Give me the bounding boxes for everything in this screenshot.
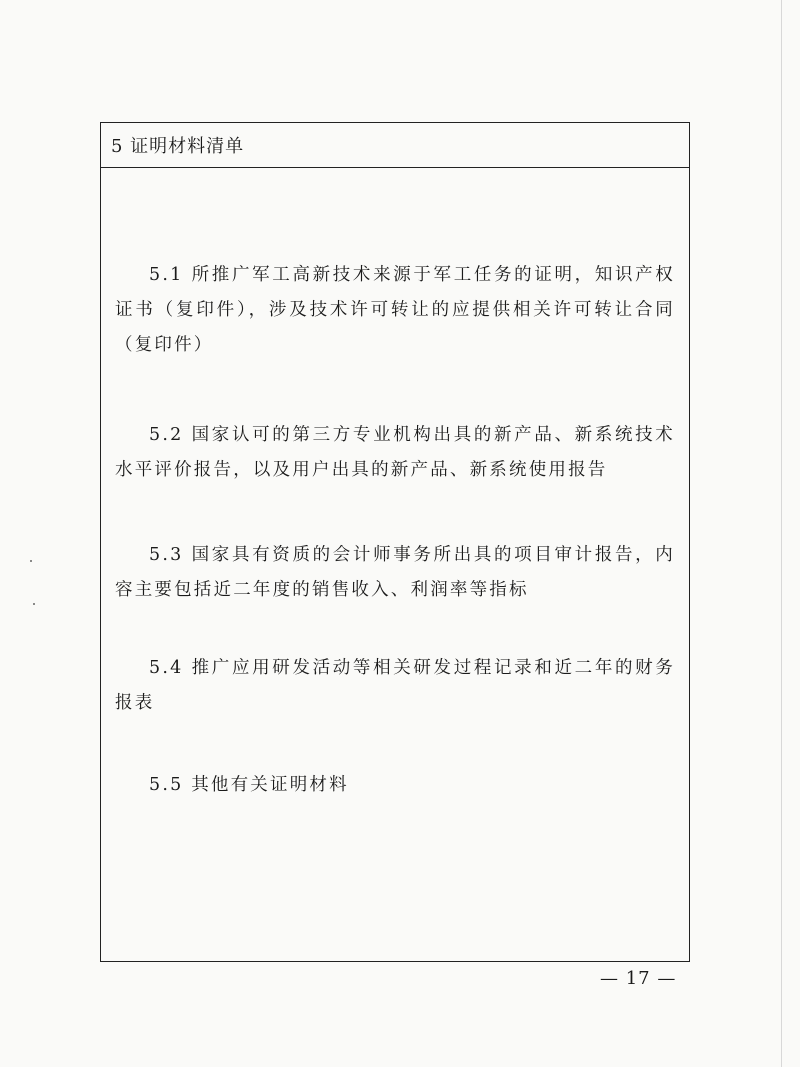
section-title: 5 证明材料清单 [101,123,689,168]
scan-speck [33,603,35,605]
list-item: 5.3 国家具有资质的会计师事务所出具的项目审计报告，内容主要包括近二年度的销售收入、利润率等指标 [115,545,675,600]
page-number: — 17 — [600,968,677,989]
page-edge-shadow [781,0,782,1067]
list-item: 5.1 所推广军工高新技术来源于军工任务的证明，知识产权证书（复印件），涉及技术许可转让的应提供相关许可转让合同（复印件） [115,265,675,355]
list-item: 5.5 其他有关证明材料 [149,775,349,795]
list-item: 5.2 国家认可的第三方专业机构出具的新产品、新系统技术水平评价报告，以及用户出具的新产品、新系统使用报告 [115,425,675,480]
scan-speck [30,560,32,562]
materials-table [100,122,690,962]
list-item: 5.4 推广应用研发活动等相关研发过程记录和近二年的财务报表 [115,658,675,713]
materials-list [101,168,689,958]
